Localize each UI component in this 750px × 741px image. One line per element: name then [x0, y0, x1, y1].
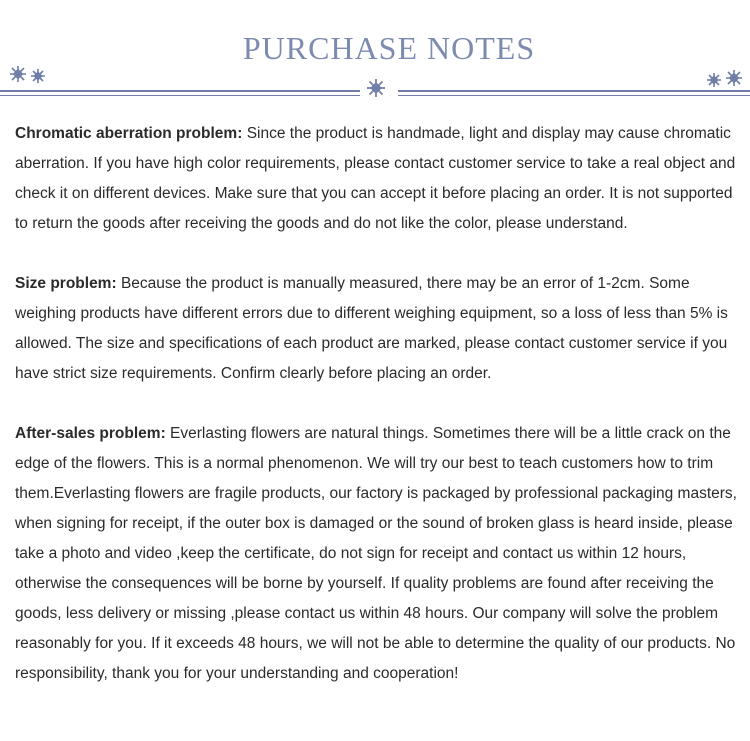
section-label: Size problem: [15, 275, 117, 292]
page-title: PURCHASE NOTES [242, 30, 536, 66]
left-divider-bottom [0, 95, 360, 96]
section-label: Chromatic aberration problem: [15, 125, 243, 142]
left-divider-top [0, 90, 360, 92]
snowflake-icon [724, 68, 744, 88]
right-divider-bottom [398, 95, 750, 96]
purchase-notes-header [0, 0, 750, 110]
section-label: After-sales problem: [15, 425, 166, 442]
chromatic-aberration-section [15, 119, 743, 239]
right-divider-top [398, 90, 750, 92]
section-text: Because the product is manually measured, there may be an error of 1-2cm. Some weighing products have different errors due to different weighing equipment, so a loss of less than 5% is allowed. The size and specifications of each product are marked, please contact customer service if you have strict size requirements. Confirm clearly before placing an order. [15, 275, 728, 382]
purchase-notes-content [15, 119, 743, 719]
size-problem-section [15, 269, 743, 389]
snowflake-icon [28, 66, 48, 86]
section-text: Everlasting flowers are natural things. Sometimes there will be a little crack on the edge of the flowers. This is a normal phenomenon. We will try our best to teach customers how to trim them.Everlasting flowers are fragile products, our factory is packaged by professional packaging masters, when signing for receipt, if the outer box is damaged or the sound of broken glass is heard inside, please take a photo and video ,keep the certificate, do not sign for receipt and contact us within 12 hours, otherwise the consequences will be borne by yourself. If quality problems are found after receiving the goods, less delivery or missing ,please contact us within 48 hours. Our company will solve the problem reasonably for you. If it exceeds 48 hours, we will not be able to determine the quality of our products. No responsibility, thank you for your understanding and cooperation! [15, 425, 737, 682]
section-text: Since the product is handmade, light and display may cause chromatic aberration. If you have high color requirements, please contact customer service to take a real object and check it on different devices. Make sure that you can accept it before placing an order. It is not supported to return the goods after receiving the goods and do not like the color, please understand. [15, 125, 736, 232]
snowflake-icon [8, 64, 28, 84]
snowflake-icon [366, 78, 386, 98]
snowflake-icon [704, 70, 724, 90]
after-sales-section [15, 419, 743, 689]
